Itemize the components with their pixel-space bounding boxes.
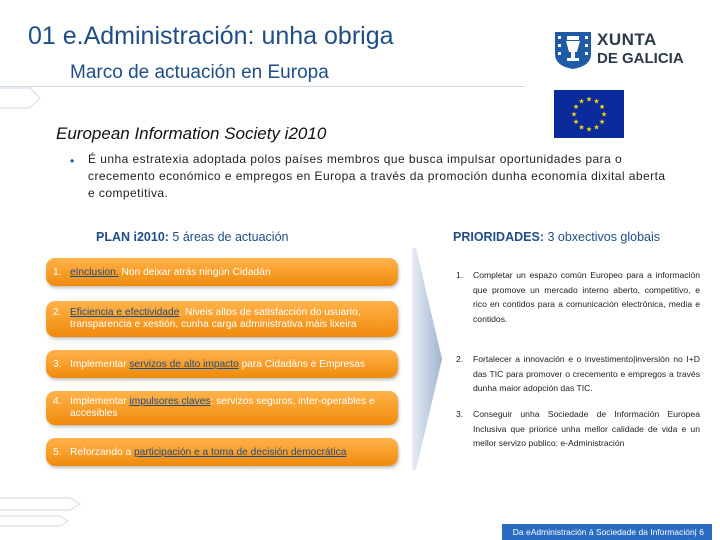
- plan-item-keyword: impulsores claves: [129, 396, 211, 407]
- priority-item: [456, 352, 700, 396]
- logo-text-galicia: DE GALICIA: [597, 50, 684, 67]
- logo-text-xunta: XUNTA: [597, 30, 657, 49]
- page-subtitle: Marco de actuación en Europa: [70, 62, 329, 83]
- plan-heading-bold: PLAN i2010:: [96, 230, 169, 244]
- plan-item-keyword: participación e a toma de decisión democrática: [134, 447, 347, 458]
- footer-bar: [502, 524, 712, 540]
- priorities-heading: [453, 230, 660, 244]
- priorities-heading-bold: PRIORIDADES:: [453, 230, 544, 244]
- plan-item: [46, 438, 398, 466]
- plan-item-keyword: eInclusion.: [70, 267, 119, 278]
- plan-item-prefix: Implementar: [70, 359, 130, 370]
- plan-heading-rest: 5 áreas de actuación: [168, 230, 289, 244]
- plan-item-number: 2.: [53, 307, 62, 318]
- priority-item: [456, 407, 700, 451]
- eu-star-icon: ★: [570, 111, 578, 119]
- eu-star-icon: ★: [578, 98, 585, 106]
- plan-item-keyword: Eficiencia e efectividade: [70, 307, 180, 318]
- plan-item: [46, 391, 398, 425]
- priority-item: [456, 268, 700, 330]
- eu-flag: [554, 90, 624, 138]
- plan-item: [46, 258, 398, 286]
- priorities-heading-rest: 3 obxectivos globais: [543, 230, 661, 244]
- eu-star-icon: ★: [572, 104, 580, 111]
- footer-text: Da eAdministración á Sociedade da Información|: [512, 527, 697, 537]
- plan-item-text: Non deixar atrás ningún Cidadán: [118, 267, 271, 278]
- eu-stars-icon: [554, 90, 624, 138]
- eu-star-icon: ★: [578, 124, 585, 132]
- plan-item-prefix: Reforzando a: [70, 447, 134, 458]
- eu-star-icon: ★: [585, 96, 593, 104]
- plan-item-number: 1.: [53, 267, 62, 278]
- priority-text: Completar un espazo común Europeo para a información que promove un mercado interno aberto, competitivo, e rico en contidos para a comunicación electrónica, media e contidos.: [473, 270, 700, 324]
- priority-number: 1.: [456, 270, 464, 280]
- section-heading: European Information Society i2010: [56, 124, 327, 143]
- plan-item-number: 3.: [53, 359, 62, 370]
- priority-text: Fortalecer a innovación e o investimento|inversión no I+D das TIC para promover o crecemento e empregos a través dunha maior adopción das TIC.: [473, 354, 700, 393]
- eu-star-icon: ★: [598, 104, 606, 111]
- plan-item-text: para Cidadáns e Empresas: [238, 359, 366, 370]
- plan-item: [46, 301, 398, 337]
- page-title: 01 e.Administración: unha obriga: [28, 22, 394, 50]
- galicia-shield-icon: [553, 26, 593, 70]
- title-divider: [0, 86, 525, 87]
- eu-star-icon: ★: [593, 98, 600, 106]
- plan-item-number: 4.: [53, 396, 62, 407]
- priority-number: 2.: [456, 354, 464, 364]
- priority-text: Conseguir unha Sociedade de Información Europea Inclusiva que priorice unha mellor calidade de vida e un mellor servizo publico: e-Administración: [473, 409, 700, 448]
- plan-item-prefix: Implementar: [70, 396, 130, 407]
- eu-star-icon: ★: [598, 119, 606, 126]
- plan-item-text: . Niveis altos de satisfacción do usuario, transparencia e xestión, cunha carga administrativa máis lixeira: [70, 307, 361, 330]
- eu-star-icon: ★: [593, 124, 600, 132]
- priority-number: 3.: [456, 409, 464, 419]
- bullet-icon: •: [70, 154, 75, 168]
- section-paragraph: É unha estratexia adoptada polos países membros que busca impulsar oportunidades para o crecemento económico e empregos en Europa a través da promoción dunha economía dixital aberta e competitiva.: [88, 152, 666, 200]
- page-number: 6: [699, 527, 704, 537]
- eu-star-icon: ★: [572, 119, 580, 126]
- plan-item-number: 5.: [53, 447, 62, 458]
- plan-item: [46, 350, 398, 378]
- plan-item-text: : servizos seguros, inter-operables e accesibles: [70, 396, 375, 419]
- eu-star-icon: ★: [585, 126, 593, 134]
- xunta-logo: [553, 26, 695, 70]
- plan-item-keyword: servizos de alto impacto: [129, 359, 239, 370]
- plan-heading: [96, 230, 288, 244]
- chevron-arrow-icon: [412, 248, 442, 470]
- eu-star-icon: ★: [600, 111, 608, 119]
